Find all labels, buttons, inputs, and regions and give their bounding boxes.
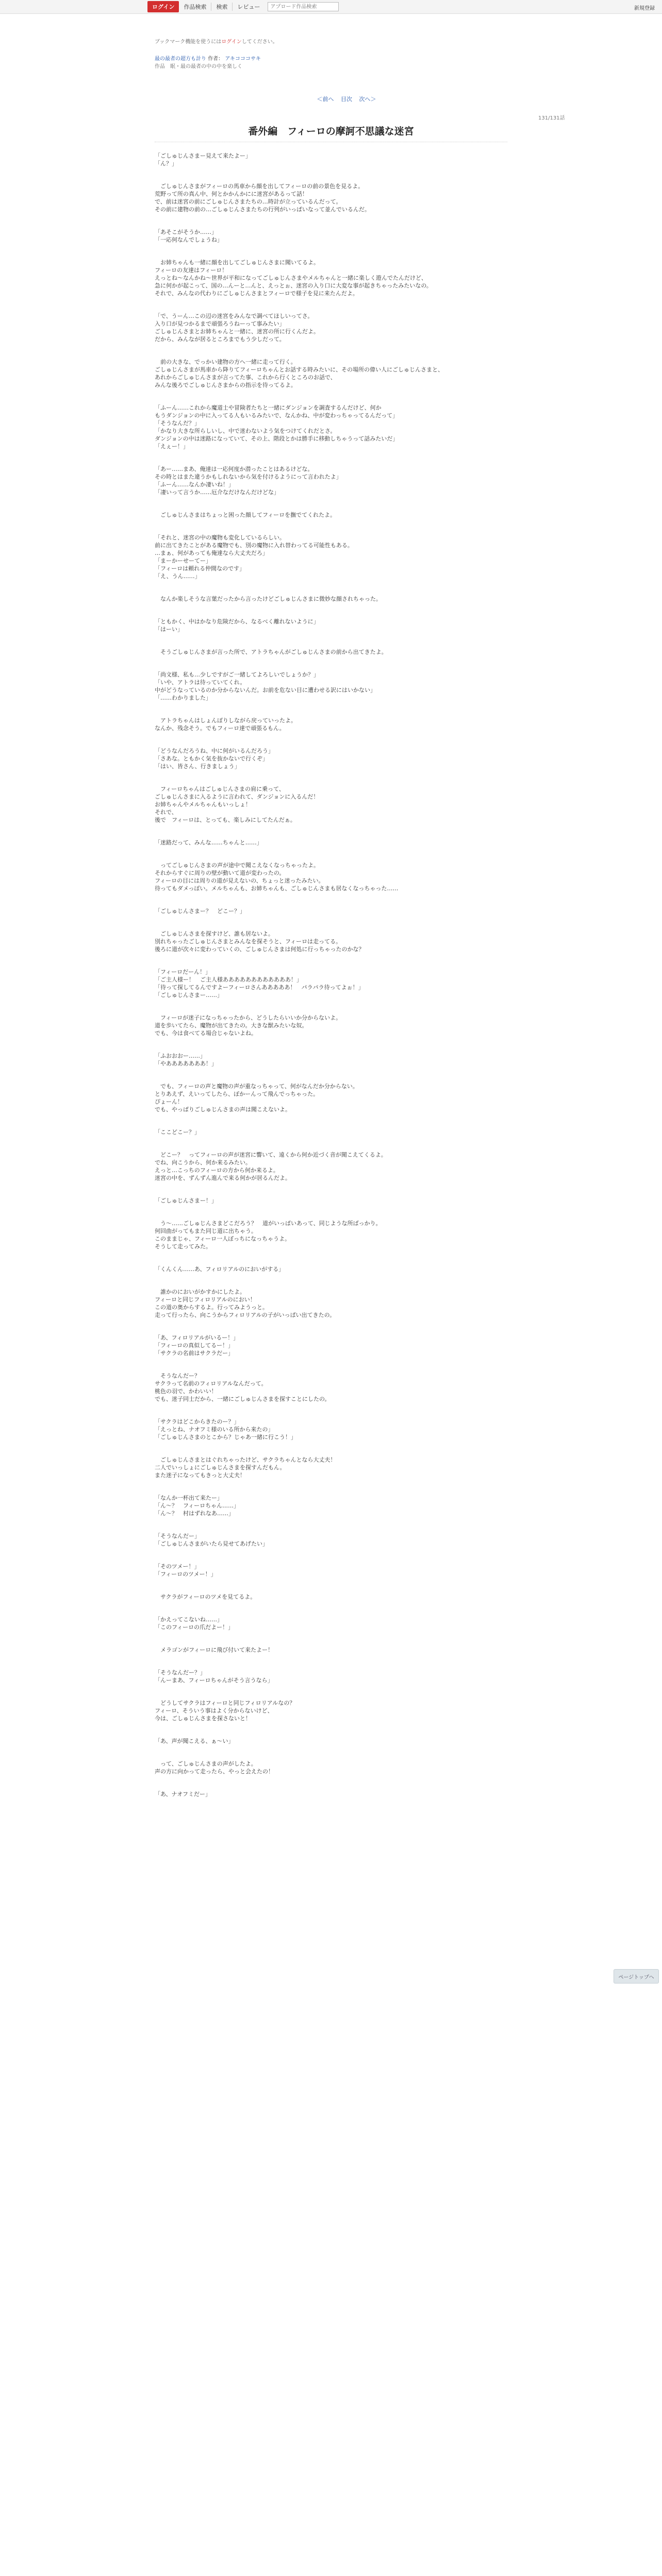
prev-link[interactable]: ＜前へ [317, 96, 334, 103]
text-line: フィーロの目には周りの道が見えないの、ちょっと迷ったみたい。 [155, 877, 324, 884]
text-line: 「そうなんだ？」 [155, 420, 200, 427]
text-line: 中がどうなっているのか分からないんだ。お前を危ない目に遭わせる訳にはいかない」 [155, 687, 376, 693]
text-line: う～……ごしゅじんさまどこだろう？ 道がいっぱいあって、同じような所ばっかり。 [155, 1220, 382, 1227]
paragraph [155, 861, 507, 892]
text-line: 「待って探してるんですよーフィーロさんあああああ！ パラパラ待ってよぉ！」 [155, 984, 364, 991]
text-line: フィーロ、そういう事はよく分からないけど、 [155, 1707, 273, 1714]
series-info [155, 54, 261, 62]
paragraph [155, 259, 507, 297]
paragraph [155, 1197, 507, 1205]
nav-link-works[interactable]: 作品検索 [179, 3, 211, 11]
text-line: 「フィーロは頼れる仲間なのです」 [155, 565, 245, 572]
text-line: でも、フィーロの声と魔物の声が重なっちゃって、何がなんだか分からない。 [155, 1083, 358, 1090]
chapter-number: 131/131話 [538, 115, 565, 121]
search-input[interactable] [268, 2, 339, 11]
paragraph [155, 618, 507, 633]
paragraph [155, 1265, 507, 1273]
text-line: みんな後ろでごしゅじんさまからの指示を待ってるよ。 [155, 382, 296, 388]
paragraph [155, 358, 507, 389]
text-line: で、前は迷宮の前にごしゅじんさまたちの…時計が立っているんだって。 [155, 198, 342, 205]
text-line: えっとね～なんかね～世界が平和になってごしゅじんさまやメルちゃんと一緒に楽しく遊んでたんだけど、 [155, 275, 427, 281]
text-line: 「ごしゅじんさまー見えて来たよー」 [155, 152, 251, 159]
paragraph [155, 595, 507, 603]
paragraph [155, 839, 507, 846]
paragraph [155, 1014, 507, 1037]
text-line: 「ここどこー？」 [155, 1129, 200, 1136]
paragraph [155, 1334, 507, 1357]
text-line: この道の奥からするよ。行ってみようっと。 [155, 1304, 268, 1311]
paragraph [155, 1372, 507, 1403]
paragraph [155, 1288, 507, 1319]
text-line: ぴょーん！ [155, 1098, 183, 1105]
text-line: フィーロちゃんはごしゅじんさまの肩に乗って、 [155, 786, 285, 792]
text-line: お姉ちゃんも一緒に顔を出してごしゅじんさまに聞いてるよ。 [155, 259, 319, 266]
text-line: 「あ、フィロリアルがいるー！」 [155, 1334, 239, 1341]
login-button[interactable]: ログイン [147, 1, 179, 12]
paragraph [155, 1082, 507, 1113]
chapter-body [155, 152, 507, 1813]
text-line: 「あ、声が聞こえる、ぁ～い」 [155, 1738, 234, 1744]
index-link[interactable]: 目次 [341, 96, 352, 103]
paragraph [155, 465, 507, 496]
text-line: それで、 [155, 809, 177, 816]
text-line: 迷宮の中を、ずんずん進んで来る何かが居るんだよ。 [155, 1175, 291, 1181]
text-line: 「あそこがそうか……」 [155, 229, 217, 235]
text-line: 「ごしゅじんさまがいたら見せてあげたい」 [155, 1540, 268, 1547]
text-line: 「え、うん……」 [155, 573, 201, 580]
text-line: でね、向こうから、何か来るみたい。 [155, 1159, 251, 1166]
text-line: 後で フィーロは、とっても、楽しみにしてたんだぁ。 [155, 817, 296, 823]
text-line: って、ごしゅじんさまの声がしたよ。 [155, 1760, 257, 1767]
text-line: その前に建物の前の…ごしゅじんさまたちの行列がいっぱいなって並んでいるんだ。 [155, 206, 370, 213]
text-line: 「そうなんだー？」 [155, 1669, 206, 1676]
text-line: ダンジョンの中は迷路になっていて、その上、階段とかは勝手に移動しちゃうって話みたいだ」 [155, 435, 399, 442]
paragraph [155, 152, 507, 167]
text-line: 「ふーん……これから魔道士や冒険者たちと一緒にダンジョンを調査するんだけど、何か [155, 404, 382, 411]
author-link[interactable]: アキコココサキ [225, 56, 261, 62]
text-line: 「いや、アトラは待っていてくれ。 [155, 679, 246, 686]
text-line: 「えっとね、ナオフミ様のいる所から来たの」 [155, 1426, 274, 1433]
text-line: ごしゅじんさまはちょっと困った顔してフィーロを撫でてくれたよ。 [155, 512, 336, 518]
text-line: ごしゅじんさまとお姉ちゃんと一緒に、迷宮の所に行くんだよ。 [155, 328, 319, 335]
text-line: 荒野って所の真ん中、何とかかんかにに迷宮があるって話！ [155, 191, 308, 197]
paragraph [155, 671, 507, 702]
text-line: ごしゅじんさまを探すけど、誰も居ないよ。 [155, 930, 274, 937]
text-line: 「くんくん……あ、フィロリアルのにおいがする」 [155, 1266, 285, 1273]
text-line: サクラがフィーロのツメを見てるよ。 [155, 1594, 256, 1600]
paragraph [155, 968, 507, 999]
text-line: 「あ、ナオフミだー」 [155, 1791, 211, 1798]
text-line: 「かなり大きな所らしいし、中で迷わないよう気をつけてくれだとさ。 [155, 428, 336, 434]
text-line: 「はーい」 [155, 626, 183, 633]
paragraph [155, 1494, 507, 1517]
nav-link-search[interactable]: 検索 [211, 3, 233, 11]
text-line: それからすぐに周りの壁が動いて道が変わったの。 [155, 870, 285, 876]
nav-link-review[interactable]: レビュー [237, 4, 260, 10]
text-line: 後ろに道が次々に変わっていくの、ごしゅじんさまは何処に行っちゃったのかな？ [155, 946, 365, 953]
text-line: ごしゅじんさまが馬車から降りてフィーロちゃんとお話する時みたいに、その場所の偉い人にごしゅじんさまと、 [155, 366, 444, 373]
text-line: 「えぇー！」 [155, 443, 189, 450]
bookmark-note [155, 37, 278, 45]
text-line: また迷子になってもきっと大丈夫！ [155, 1472, 245, 1479]
text-line: 前の大きな、でっかい建物の方へ一緒に走って行く。 [155, 359, 296, 365]
text-line: なんか、残念そう。でもフィーロ達で頑張るもん。 [155, 725, 285, 732]
page-top-button[interactable]: ページトップへ [614, 1969, 659, 1984]
text-line: どこー？ ってフィーロの声が迷宮に響いて、遠くから何か近づく音が聞こえてくるよ。 [155, 1151, 387, 1158]
text-line: そうごしゅじんさまが言った所で、アトラちゃんがごしゅじんさまの前から出てきたよ。 [155, 649, 387, 655]
paragraph [155, 534, 507, 580]
text-line: フィーロと同じフィロリアルのにおい！ [155, 1296, 256, 1303]
text-line: 「あー……まあ、俺達は一応何度か潜ったことはあるけどな。 [155, 466, 313, 472]
text-line: フィーロが迷子になっちゃったから、どうしたらいいか分からないよ。 [155, 1014, 342, 1021]
text-line: サクラって名前のフィロリアルなんだって。 [155, 1380, 267, 1387]
text-line: 「ふーん……なんか凄いね！」 [155, 481, 234, 488]
text-line: 別れちゃったごしゅじんさまとみんなを探そうと、フィーロは走ってる。 [155, 938, 342, 945]
text-line: そうして走ってみた。 [155, 1243, 211, 1250]
text-line: 「フィーロの真似してるー！」 [155, 1342, 234, 1349]
paragraph [155, 1532, 507, 1548]
text-line: 「ごしゅじんさまー？ どこー？」 [155, 908, 245, 914]
text-line: 「迷路だって、みんな……ちゃんと……」 [155, 839, 262, 846]
text-line: 入り口が見つかるまで頑張ろうねーって事みたい」 [155, 320, 285, 327]
text-line: メラゴンがフィーロに飛び付いて来たよー！ [155, 1647, 274, 1653]
text-line: 「フィーロのツメー！」 [155, 1571, 217, 1578]
text-line: 「ごしゅじんさまー……」 [155, 992, 223, 998]
text-line: 「凄いって言うか……厄介なだけなんだけどな」 [155, 489, 279, 496]
text-line: 二人でいっしょにごしゅじんさまを探すんだもん。 [155, 1464, 286, 1471]
paragraph [155, 1219, 507, 1250]
text-line: 「尚文様、私も…少しですがご一緒してよろしいでしょうか？」 [155, 671, 319, 678]
text-line: 「ともかく、中はかなり危険だから、なるべく離れないように」 [155, 618, 319, 625]
paragraph [155, 404, 507, 450]
paragraph [155, 1699, 507, 1722]
paragraph [155, 1128, 507, 1136]
text-line: ごしゅじんさまとはぐれちゃったけど、サクラちゃんとなら大丈夫！ [155, 1456, 336, 1463]
text-line: フィーロの友達はフィーロ！ [155, 267, 228, 274]
text-line: 「ごしゅじんさまのとこから？じゃあ一緒に行こう！」 [155, 1434, 296, 1440]
text-line: あれからごしゅじんさまが言ってた事、これから行くところのお話で、 [155, 374, 336, 381]
bookmark-note-post: してください。 [241, 39, 278, 45]
text-line: 「なんか一杯出て来たー」 [155, 1495, 223, 1501]
series-title-link[interactable]: 最の最者の超方も計り [155, 56, 206, 62]
text-line: でも、やっぱりごしゅじんさまの声は聞こえないよ。 [155, 1106, 291, 1113]
text-line: ごしゅじんさまに入るように言われて、ダンジョンに入るんだ！ [155, 793, 319, 800]
text-line: 「ご主人様ー！ ご主人様ああああああああああああ！」 [155, 976, 302, 983]
text-line: 「んーまあ、フィーロちゃんがそう言うなら」 [155, 1677, 273, 1684]
register-link[interactable]: 新規登録 [634, 6, 655, 11]
text-line: でも、迷子同士だから、一緒にごしゅじんさまを探すことにしたの。 [155, 1396, 330, 1402]
bookmark-login-link[interactable]: ログイン [221, 39, 242, 45]
paragraph [155, 1669, 507, 1684]
paragraph [155, 1052, 507, 1067]
chapter-title: 番外編 フィーロの摩訶不思議な迷宮 [248, 126, 414, 137]
text-line: 前に出てきたことがある魔物でも、別の魔物に入れ替わってる可能性もある。 [155, 542, 353, 549]
text-line: 「それと、迷宮の中の魔物も変化しているらしい。 [155, 534, 285, 541]
text-line: 「で、うーん…この辺の迷宮をみんなで調べてほしいってさ。 [155, 313, 313, 319]
text-line: 「そうなんだー」 [155, 1533, 200, 1539]
text-line: どうしてサクラはフィーロと同じフィロリアルなの？ [155, 1700, 295, 1706]
text-line: アトラちゃんはしょんぼりしながら戻っていったよ。 [155, 717, 296, 724]
text-line: 「サクラの名前はサクラだー」 [155, 1350, 234, 1357]
paragraph [155, 1563, 507, 1578]
paragraph [155, 747, 507, 770]
paragraph [155, 312, 507, 343]
paragraph [155, 1151, 507, 1182]
next-link[interactable]: 次へ＞ [359, 96, 376, 103]
text-line: ごしゅじんさまがフィーロの馬車から顔を出してフィーロの前の景色を見るよ。 [155, 183, 364, 190]
text-line: 「サクラはどこからきたのー？」 [155, 1418, 240, 1425]
paragraph [155, 1456, 507, 1479]
text-line: とりあえず、えいってしたら、ぽかーんって飛んでっちゃった。 [155, 1091, 319, 1097]
text-line: 「……わかりました」 [155, 694, 211, 701]
paragraph [155, 648, 507, 656]
text-line: 声の方に向かって走ったら、やっと会えたの！ [155, 1768, 274, 1775]
bookmark-note-pre: ブックマーク機能を使うには [155, 39, 222, 45]
paragraph [155, 1646, 507, 1654]
text-line: 「やあああああああ！」 [155, 1060, 217, 1067]
text-line: 急に何かが起こって、国の…んーと…んと、えっとぉ、迷宮の入り口に大変な事が起きちゃったみたいなの。 [155, 282, 432, 289]
paragraph [155, 785, 507, 824]
pager-top [300, 95, 393, 103]
text-line: 道を歩いてたら、魔物が出てきたの。大きな獣みたいな奴。 [155, 1022, 308, 1029]
text-line: でも、今は食べてる場合じゃないよね。 [155, 1030, 257, 1037]
paragraph [155, 511, 507, 519]
text-line: 「かえってこないね……」 [155, 1616, 223, 1623]
paragraph [155, 1616, 507, 1631]
paragraph [155, 907, 507, 915]
text-line: なんか楽しそうな言葉だったから言ったけどごしゅじんさまに微妙な顔されちゃった。 [155, 596, 382, 602]
text-line: お姉ちゃんやメルちゃんもいっしょ！ [155, 801, 251, 808]
text-line: 「フィーロだーん！」 [155, 969, 211, 975]
text-line: それで、みんなの代わりにごしゅじんさまとフィーロで様子を見に来たんだよ。 [155, 290, 358, 297]
paragraph [155, 1737, 507, 1745]
text-line: 「ん～？ フィーロちゃん……」 [155, 1502, 240, 1509]
text-line: 誰かのにおいがかすかにしたよ。 [155, 1289, 245, 1295]
text-line: 何回曲がってもまた同じ道に出ちゃう。 [155, 1228, 257, 1234]
text-line: 「まーかーせーてー」 [155, 557, 211, 564]
text-line: このままじゃ、フィーロ一人ぼっちになっちゃうよ。 [155, 1235, 291, 1242]
text-line: 待ってもダメっぽい。メルちゃんも、お姉ちゃんも、ごしゅじんさまも居なくなっちゃった…… [155, 885, 399, 892]
text-line: 「さあな。ともかく気を抜かないで行くぞ」 [155, 755, 268, 762]
text-line: えっと…こっちのフィーロの方から何か来るよ。 [155, 1167, 279, 1174]
text-line: 「ん～？ 村はずれなあ……」 [155, 1510, 234, 1517]
paragraph [155, 1593, 507, 1601]
site-header [0, 0, 662, 14]
paragraph [155, 1790, 507, 1798]
text-line: 桃色の羽で、かわいい！ [155, 1388, 217, 1395]
text-line: だから、みんなが居るところまでもう少しだって。 [155, 336, 285, 343]
text-line: 「このフィーロの爪だよー！」 [155, 1624, 234, 1631]
text-line: 「どうなんだろうね、中に何がいるんだろう」 [155, 748, 274, 754]
text-line: そうなんだー？ [155, 1372, 200, 1379]
paragraph [155, 1418, 507, 1441]
text-line: ってごしゅじんさまの声が途中で聞こえなくなっちゃったよ。 [155, 862, 319, 869]
paragraph [155, 930, 507, 953]
text-line: もうダンジョンの中に入ってる人もいるみたいで、なんかね、中が変わっちゃってるんだって」 [155, 412, 399, 419]
text-line: 「そのツメー！」 [155, 1563, 200, 1570]
author-label: 作者： [208, 56, 224, 62]
text-line: …まぁ、何があっても俺達なら大丈夫だろ」 [155, 550, 268, 556]
text-line: 走って行ったら、向こうからフィロリアルの子がいっぱい出てきたの。 [155, 1312, 336, 1318]
text-line: 「一応何なんでしょうね」 [155, 236, 223, 243]
paragraph [155, 228, 507, 244]
text-line: 「はい、皆さん、行きましょう」 [155, 763, 240, 770]
paragraph [155, 1760, 507, 1775]
text-line: その時とはまた違うかもしれないから気を付けるようにって言われたよ」 [155, 473, 342, 480]
genre-line: 作品 眠・最の最者の中の中を楽しく [155, 64, 242, 70]
nav-bar [147, 2, 339, 12]
text-line: 今は、ごしゅじんさまを探さないと！ [155, 1715, 251, 1722]
text-line: 「ごしゅじんさまー！」 [155, 1197, 217, 1204]
text-line: 「ん？」 [155, 160, 177, 167]
paragraph [155, 182, 507, 213]
paragraph [155, 717, 507, 732]
text-line: 「ふおおおー……」 [155, 1053, 206, 1059]
